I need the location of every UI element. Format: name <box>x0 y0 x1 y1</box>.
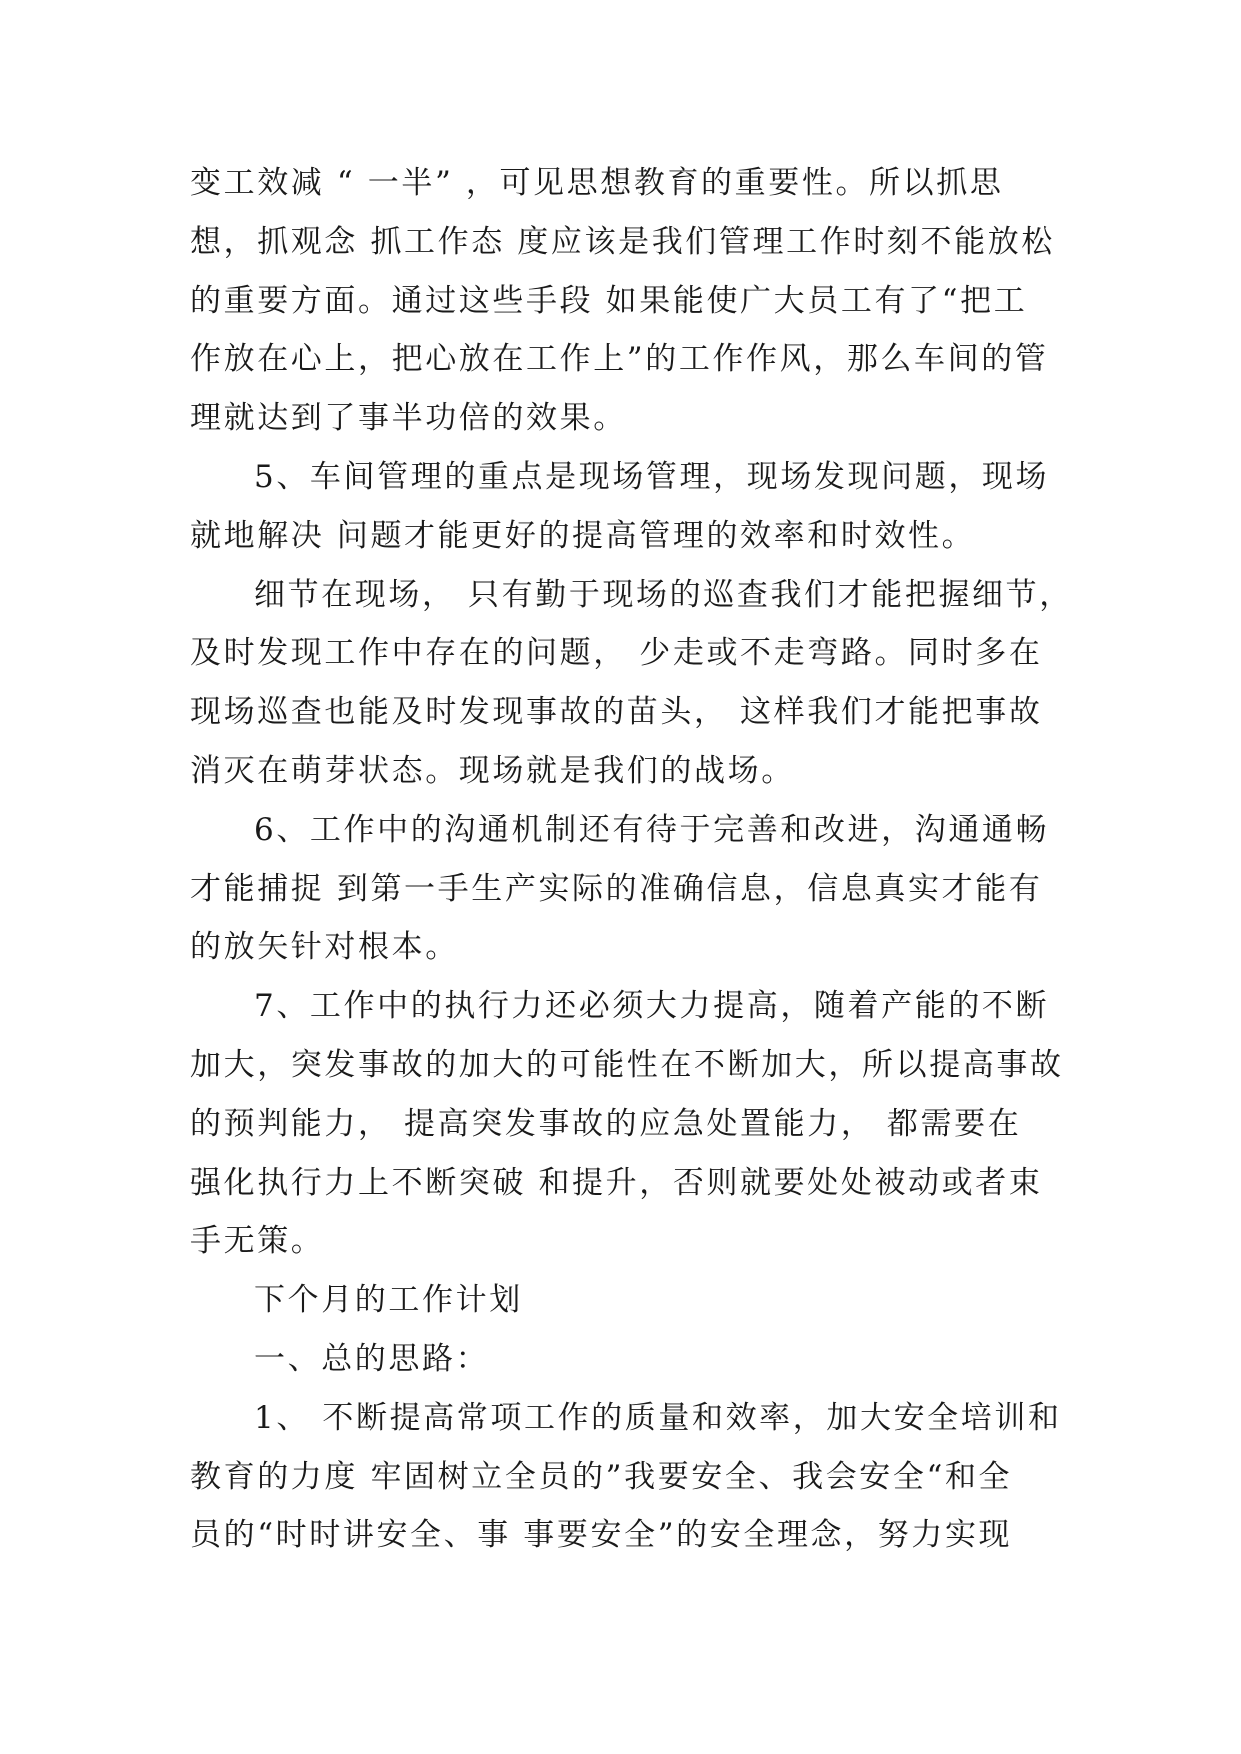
text-line: 教育的力度 牢固树立全员的”我要安全、我会安全“和全 <box>190 1458 1013 1495</box>
text-line: 的预判能力， 提高突发事故的应急处置能力， 都需要在 <box>190 1105 1022 1142</box>
text-line: 强化执行力上不断突破 和提升，否则就要处处被动或者束 <box>190 1164 1043 1201</box>
text-line: 想，抓观念 抓工作态 度应该是我们管理工作时刻不能放松 <box>190 223 1055 260</box>
text-line: 作放在心上，把心放在工作上”的工作作风，那么车间的管 <box>190 341 1049 378</box>
text-line: 5、车间管理的重点是现场管理，现场发现问题，现场 <box>254 458 1050 495</box>
text-line: 7、工作中的执行力还必须大力提高，随着产能的不断 <box>254 988 1050 1025</box>
text-line: 1、 不断提高常项工作的质量和效率，加大安全培训和 <box>254 1399 1062 1436</box>
text-line: 下个月的工作计划 <box>254 1282 523 1319</box>
text-line: 及时发现工作中存在的问题， 少走或不走弯路。同时多在 <box>190 635 1043 672</box>
text-line: 就地解决 问题才能更好的提高管理的效率和时效性。 <box>190 517 976 554</box>
text-line: 的放矢针对根本。 <box>190 929 459 966</box>
text-line: 消灭在萌芽状态。现场就是我们的战场。 <box>190 752 795 789</box>
text-line: 6、工作中的沟通机制还有待于完善和改进，沟通通畅 <box>254 811 1050 848</box>
text-line: 变工效减 “ 一半” ，可见思想教育的重要性。所以抓思 <box>190 165 1004 201</box>
text-line: 现场巡查也能及时发现事故的苗头， 这样我们才能把事故 <box>190 694 1043 731</box>
text-line: 一、总的思路： <box>254 1340 490 1377</box>
text-line: 手无策。 <box>190 1223 325 1260</box>
document-body <box>190 154 1073 1565</box>
text-line: 才能捕捉 到第一手生产实际的准确信息，信息真实才能有 <box>190 870 1043 907</box>
text-line: 的重要方面。通过这些手段 如果能使广大员工有了“把工 <box>190 282 1028 319</box>
text-line: 员的“时时讲安全、事 事要安全”的安全理念，努力实现 <box>190 1517 1013 1554</box>
text-line: 细节在现场， 只有勤于现场的巡查我们才能把握细节， <box>254 576 1073 613</box>
text-line: 加大，突发事故的加大的可能性在不断加大，所以提高事故 <box>190 1046 1064 1083</box>
text-line: 理就达到了事半功倍的效果。 <box>190 400 627 437</box>
